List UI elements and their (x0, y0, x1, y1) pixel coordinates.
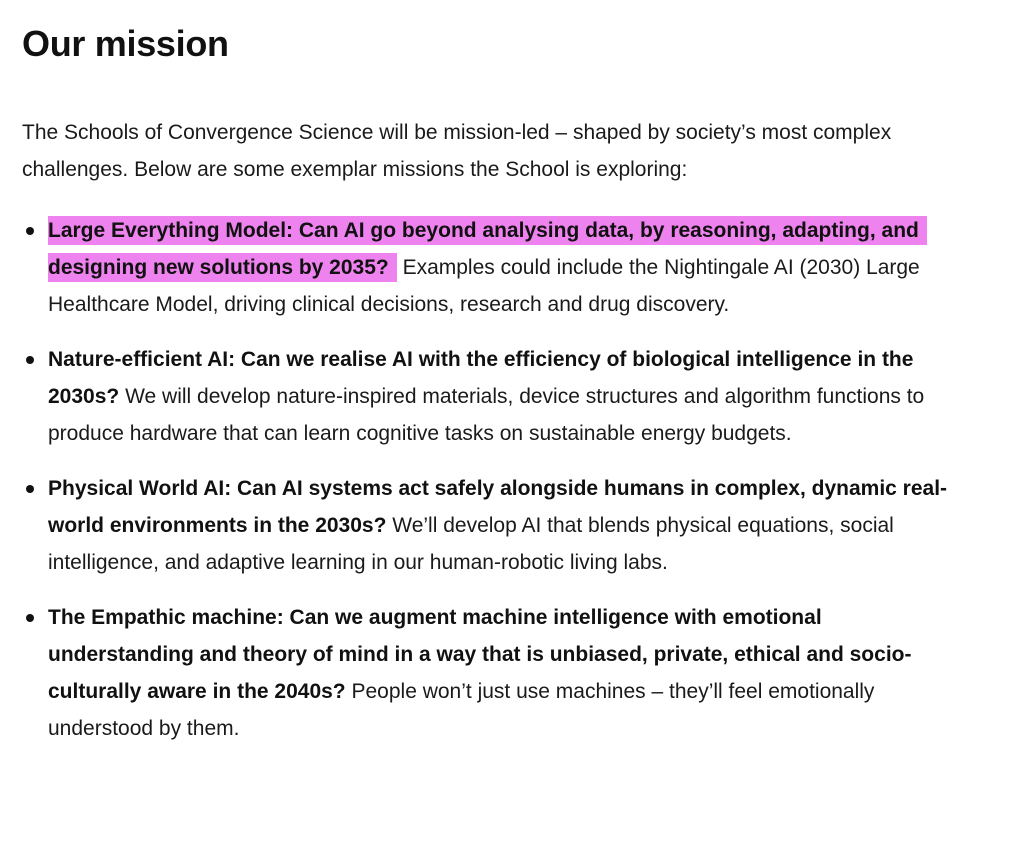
bullet-icon (26, 614, 34, 622)
mission-lead-highlighted: Large Everything Model: Can AI go beyond analysing data, by reasoning, adapting, and designing new solutions by 2035? (48, 216, 927, 282)
missions-list (22, 212, 962, 747)
bullet-icon (26, 485, 34, 493)
mission-description: We’ll develop AI that blends physical equations, social intelligence, and adaptive learning in our human-robotic living labs. (48, 514, 894, 574)
mission-description: Examples could include the Nightingale AI (2030) Large Healthcare Model, driving clinical decisions, research and drug discovery. (48, 256, 920, 316)
mission-lead: Nature-efficient AI: Can we realise AI with the efficiency of biological intelligence in the 2030s? (48, 348, 914, 408)
section-title: Our mission (22, 23, 229, 64)
bullet-icon (26, 356, 34, 364)
bullet-icon (26, 227, 34, 235)
list-item-nature-efficient-ai (22, 341, 948, 452)
list-item-physical-world-ai (22, 470, 948, 581)
intro-paragraph: The Schools of Convergence Science will be mission-led – shaped by society’s most complex challenges. Below are some exemplar missions the School is exploring: (22, 121, 892, 181)
list-item-empathic-machine (22, 599, 948, 747)
mission-description: People won’t just use machines – they’ll feel emotionally understood by them. (48, 680, 875, 740)
list-item-large-everything-model (22, 212, 948, 323)
mission-lead: The Empathic machine: Can we augment machine intelligence with emotional understanding and theory of mind in a way that is unbiased, private, ethical and socio-culturally aware in the 2040s? (48, 606, 912, 703)
mission-lead: Physical World AI: Can AI systems act safely alongside humans in complex, dynamic real-world environments in the 2030s? (48, 477, 948, 537)
mission-description: We will develop nature-inspired materials, device structures and algorithm functions to produce hardware that can learn cognitive tasks on sustainable energy budgets. (48, 385, 925, 445)
